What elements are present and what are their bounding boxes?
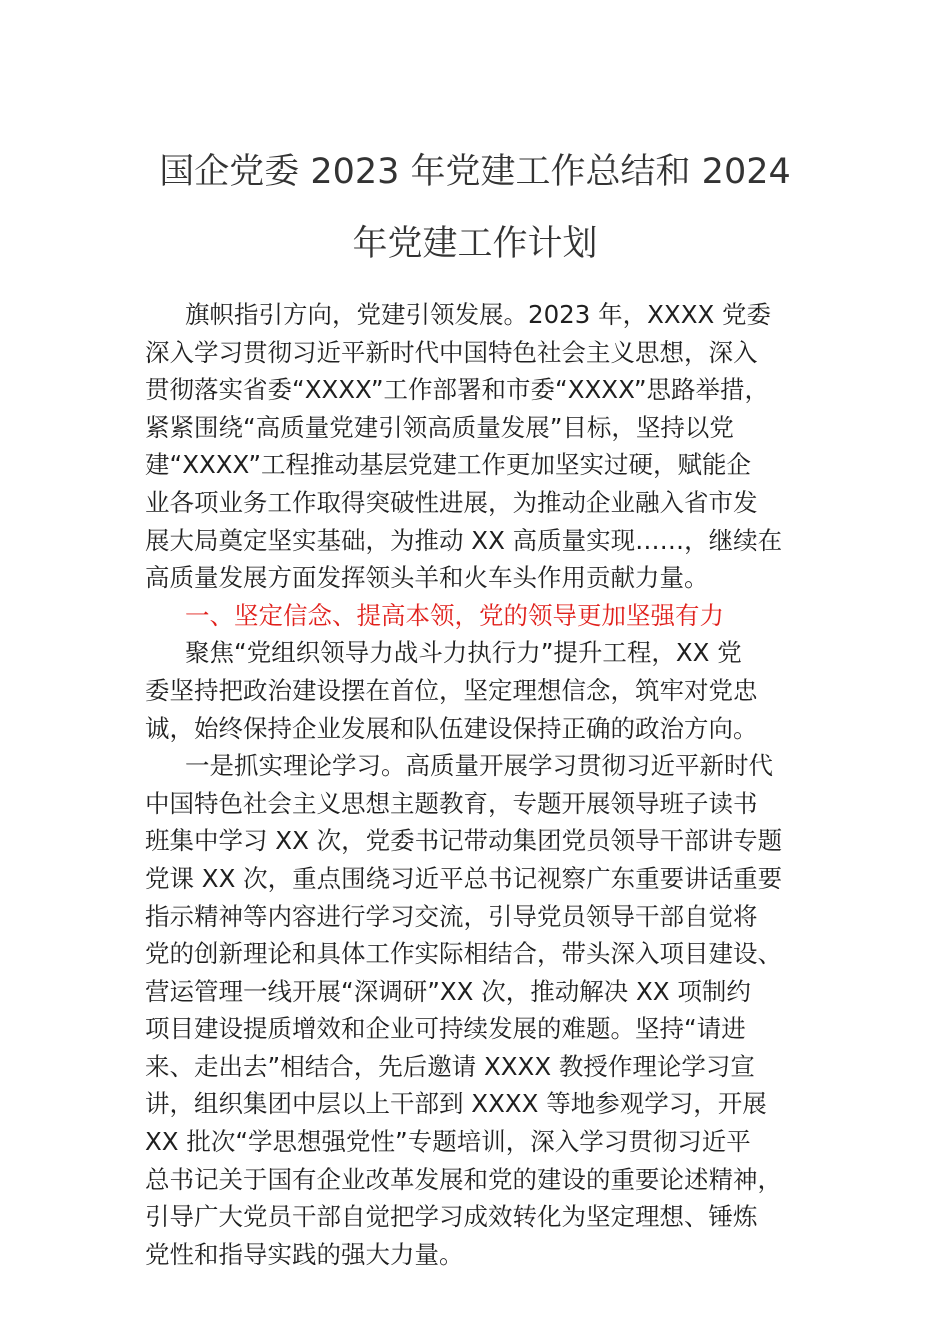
paragraph-intro-line: 紧紧围绕“高质量党建引领高质量发展”目标，坚持以党 <box>145 412 734 442</box>
paragraph-intro-line: 旗帜指引方向，党建引领发展。2023 年，XXXX 党委 <box>185 300 772 329</box>
paragraph-theory-study-line: 党的创新理论和具体工作实际相结合，带头深入项目建设、 <box>145 939 782 969</box>
section-heading-1: 一、坚定信念、提高本领，党的领导更加坚强有力 <box>185 600 724 630</box>
document-title-line-2: 年党建工作计划 <box>352 224 598 264</box>
paragraph-theory-study-line: 中国特色社会主义思想主题教育，专题开展领导班子读书 <box>145 788 758 818</box>
paragraph-theory-study-line: 营运管理一线开展“深调研”XX 次，推动解决 XX 项制约 <box>145 976 751 1006</box>
paragraph-intro-line: 高质量发展方面发挥领头羊和火车头作用贡献力量。 <box>145 563 709 593</box>
paragraph-theory-study-line: 班集中学习 XX 次，党委书记带动集团党员领导干部讲专题 <box>145 826 783 856</box>
paragraph-intro-line: 展大局奠定坚实基础，为推动 XX 高质量实现……，继续在 <box>145 525 783 555</box>
paragraph-intro-line: 贯彻落实省委“XXXX”工作部署和市委“XXXX”思路举措， <box>145 375 770 405</box>
paragraph-section-1-line: 委坚持把政治建设摆在首位，坚定理想信念，筑牢对党忠 <box>145 675 758 705</box>
paragraph-intro-line: 深入学习贯彻习近平新时代中国特色社会主义思想，深入 <box>145 337 758 367</box>
paragraph-intro-line: 建“XXXX”工程推动基层党建工作更加坚实过硬，赋能企 <box>145 450 752 480</box>
paragraph-theory-study-line: 党课 XX 次，重点围绕习近平总书记视察广东重要讲话重要 <box>145 863 783 893</box>
paragraph-theory-study-line: 来、走出去”相结合，先后邀请 XXXX 教授作理论学习宣 <box>145 1051 755 1081</box>
paragraph-theory-study-line: 讲，组织集团中层以上干部到 XXXX 等地参观学习，开展 <box>145 1089 767 1119</box>
document-body <box>145 296 805 1273</box>
paragraph-theory-study-line: XX 批次“学思想强党性”专题培训，深入学习贯彻习近平 <box>145 1127 751 1157</box>
paragraph-theory-study-line: 引导广大党员干部自觉把学习成效转化为坚定理想、锤炼 <box>145 1202 758 1232</box>
paragraph-intro-line: 业各项业务工作取得突破性进展，为推动企业融入省市发 <box>145 487 758 517</box>
paragraph-theory-study-line: 党性和指导实践的强大力量。 <box>145 1239 464 1269</box>
paragraph-theory-study-line: 一是抓实理论学习。高质量开展学习贯彻习近平新时代 <box>185 751 773 781</box>
paragraph-theory-study-line: 总书记关于国有企业改革发展和党的建设的重要论述精神， <box>145 1164 782 1194</box>
document-title-line-1: 国企党委 2023 年党建工作总结和 2024 <box>159 152 791 192</box>
paragraph-section-1-line: 聚焦“党组织领导力战斗力执行力”提升工程，XX 党 <box>185 638 742 668</box>
paragraph-section-1-line: 诚，始终保持企业发展和队伍建设保持正确的政治方向。 <box>145 713 758 743</box>
paragraph-theory-study-line: 指示精神等内容进行学习交流，引导党员领导干部自觉将 <box>145 901 758 931</box>
paragraph-theory-study-line: 项目建设提质增效和企业可持续发展的难题。坚持“请进 <box>145 1014 746 1044</box>
